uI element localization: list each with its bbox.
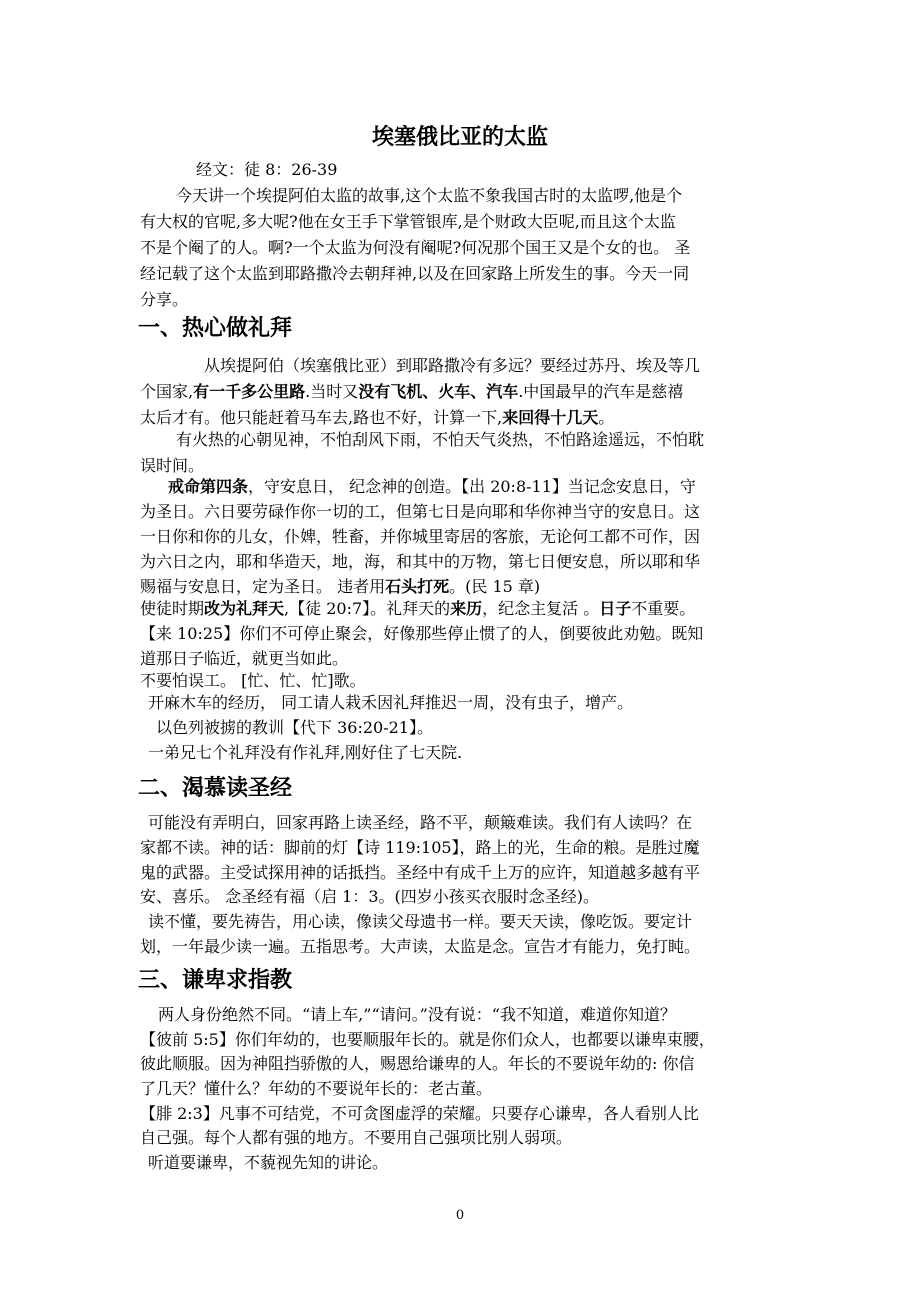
paragraph-line: 【彼前 5:5】你们年幼的，也要顺服年长的。就是你们众人，也都要以谦卑束腰， <box>140 1030 715 1049</box>
scripture-reference: 经文：徒 8：26-39 <box>196 160 338 179</box>
emphasis-text: 没有飞机、火车、汽车 <box>358 382 519 401</box>
paragraph-line: 为六日之内，耶和华造天，地，海，和其中的万物，第七日便安息，所以耶和华 <box>140 552 701 571</box>
paragraph-line: 使徒时期改为礼拜天,【徒 20:7】。礼拜天的来历，纪念主复活 。日子不重要。 <box>140 599 696 618</box>
paragraph-line: 一日你和你的儿女，仆婢，牲畜，并你城里寄居的客旅，无论何工都不可作，因 <box>140 527 701 546</box>
emphasis-text: 来历 <box>450 599 483 618</box>
emphasis-text: 日子 <box>599 599 632 618</box>
paragraph-line: 彼此顺服。因为神阻挡骄傲的人，赐恩给谦卑的人。年长的不要说年幼的: 你信 <box>140 1054 695 1073</box>
paragraph-line: 戒命第四条，守安息日， 纪念神的创造。【出 20:8-11】当记念安息日，守 <box>168 477 696 496</box>
intro-line: 有大权的官呢,多大呢?他在女王手下掌管银库,是个财政大臣呢,而且这个太监 <box>140 212 676 231</box>
paragraph-line: 可能没有弄明白，回家再路上读圣经，路不平，颠簸难读。我们有人读吗？在 <box>148 813 693 832</box>
emphasis-text: 有一千多公里路 <box>193 382 306 401</box>
emphasis-text: 戒命第四条 <box>168 477 249 496</box>
paragraph-line: 【来 10:25】你们不可停止聚会，好像那些停止惯了的人，倒要彼此劝勉。既知 <box>140 624 704 643</box>
paragraph-line: 有火热的心朝见神，不怕刮风下雨，不怕天气炎热，不怕路途遥远，不怕耽 <box>176 430 705 449</box>
paragraph-line: 开麻木车的经历， 同工请人栽禾因礼拜推迟一周，没有虫子，增产。 <box>148 693 634 712</box>
paragraph-line: 了几天？懂什么？年幼的不要说年长的：老古董。 <box>140 1079 493 1098</box>
paragraph-line: 两人身份绝然不同。“请上车,”“请问。”没有说：“我不知道，难道你知道？ <box>158 1005 676 1024</box>
section-heading: 一、热心做礼拜 <box>138 316 293 341</box>
paragraph-line: 自己强。每个人都有强的地方。不要用自己强项比别人弱项。 <box>140 1128 573 1147</box>
paragraph-line: 划，一年最少读一遍。五指思考。大声读，太监是念。宣告才有能力，免打盹。 <box>140 937 701 956</box>
emphasis-text: 改为礼拜天 <box>204 599 285 618</box>
paragraph-line: 从埃提阿伯（埃塞俄比亚）到耶路撒冷有多远？要经过苏丹、埃及等几 <box>204 356 701 375</box>
paragraph-line: 不要怕误工。 [忙、忙、忙]歌。 <box>140 671 366 690</box>
paragraph-line: 家都不读。神的话：脚前的灯【诗 119:105】，路上的光，生命的粮。是胜过魔 <box>140 838 700 857</box>
paragraph-line: 误时间。 <box>140 456 205 475</box>
paragraph-line: 赐福与安息日，定为圣日。 违者用石头打死。(民 15 章) <box>140 577 541 596</box>
paragraph-line: 【腓 2:3】凡事不可结党，不可贪图虚浮的荣耀。只要存心谦卑，各人看别人比 <box>140 1104 699 1123</box>
intro-line: 经记载了这个太监到耶路撒冷去朝拜神,以及在回家路上所发生的事。今天一同 <box>140 264 690 283</box>
paragraph-line: 鬼的武器。主受试探用神的话抵挡。圣经中有成千上万的应许，知道越多越有平 <box>140 863 701 882</box>
paragraph-line: 一弟兄七个礼拜没有作礼拜,刚好住了七天院. <box>148 743 463 762</box>
paragraph-line: 个国家,有一千多公里路.当时又没有飞机、火车、汽车.中国最早的汽车是慈禧 <box>140 382 684 401</box>
paragraph-line: 读不懂，要先祷告，用心读，像读父母遗书一样。要天天读，像吃饭。要定计 <box>148 912 693 931</box>
section-heading: 二、渴慕读圣经 <box>138 776 293 801</box>
paragraph-line: 安、喜乐。 念圣经有福（启 1：3。(四岁小孩买衣服时念圣经)。 <box>140 887 600 906</box>
document-title: 埃塞俄比亚的太监 <box>371 125 548 150</box>
section-heading: 三、谦卑求指教 <box>138 968 293 993</box>
paragraph-line: 以色列被掳的教训【代下 36:20-21】。 <box>156 718 433 737</box>
paragraph-line: 为圣日。六日要劳碌作你一切的工，但第七日是向耶和华你神当守的安息日。这 <box>140 502 701 521</box>
paragraph-line: 道那日子临近，就更当如此。 <box>140 649 349 668</box>
emphasis-text: 石头打死 <box>385 577 450 596</box>
intro-line: 分享。 <box>140 290 189 309</box>
paragraph-line: 听道要谦卑，不藐视先知的讲论。 <box>148 1153 389 1172</box>
intro-line: 今天讲一个埃提阿伯太监的故事,这个太监不象我国古时的太监啰,他是个 <box>176 186 683 205</box>
intro-line: 不是个阉了的人。啊?一个太监为何没有阉呢?何况那个国王又是个女的也。 圣 <box>140 238 691 257</box>
paragraph-line: 太后才有。他只能赶着马车去,路也不好，计算一下,来回得十几天。 <box>140 408 615 427</box>
emphasis-text: 来回得十几天 <box>502 408 599 427</box>
page-number: 0 <box>455 1208 465 1223</box>
